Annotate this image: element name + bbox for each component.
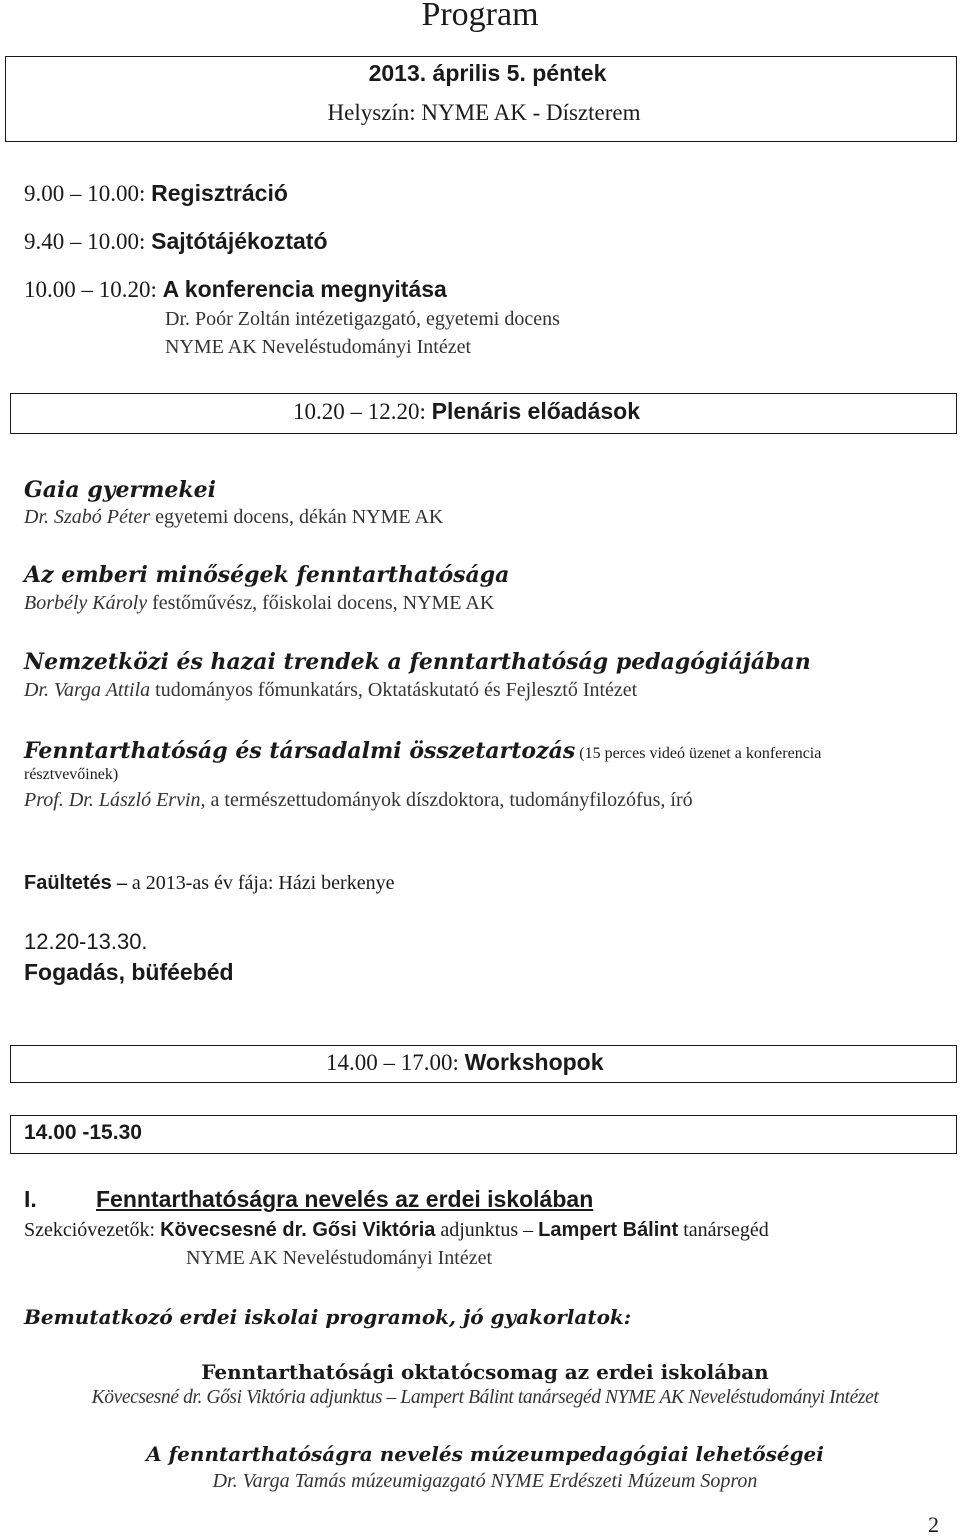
plenary-label: Plenáris előadások (431, 398, 641, 424)
event-venue: Helyszín: NYME AK - Díszterem (327, 100, 641, 125)
tree-dash: – (111, 872, 132, 894)
workshops-heading (326, 1049, 604, 1076)
talk-note: (15 perces videó üzenet a konferencia (575, 745, 822, 762)
talk-speaker: Prof. Dr. László Ervin, (24, 789, 206, 811)
workshops-time: 14.00 – 17.00: (326, 1050, 459, 1075)
section-leaders (24, 1219, 769, 1242)
talk-title: Az emberi minőségek fenntarthatósága (24, 562, 510, 588)
schedule-label: Sajtótájékoztató (151, 228, 328, 254)
workshop-session-time: 14.00 -15.30 (24, 1121, 142, 1144)
talk-title: Gaia gyermekei (24, 477, 216, 503)
schedule-row (24, 276, 447, 303)
talk-role: egyetemi docens, dékán NYME AK (150, 506, 444, 528)
tree-label: Faültetés (24, 872, 112, 894)
schedule-label: A konferencia megnyitása (162, 276, 447, 302)
leader-name: Kövecsesné dr. Gősi Viktória (160, 1219, 436, 1241)
schedule-time: 9.40 – 10.00: (24, 229, 146, 254)
leader-role: tanársegéd (678, 1219, 769, 1241)
workshop-session-box (10, 1115, 957, 1154)
schedule-time: 9.00 – 10.00: (24, 181, 146, 206)
schedule-row (24, 180, 288, 207)
talk-speaker-line (24, 789, 693, 812)
talk-role: tudományos főmunkatárs, Oktatáskutató és Fejlesztő Intézet (150, 679, 638, 701)
page-title (0, 0, 960, 34)
section-title: Fenntarthatóságra nevelés az erdei iskolában (96, 1186, 594, 1212)
talk-speaker-line (24, 592, 494, 615)
plenary-heading (293, 398, 640, 425)
program-byline: Kövecsesné dr. Gősi Viktória adjunktus – Lampert Bálint tanársegéd NYME AK Neveléstudományi Intézet (91, 1387, 879, 1408)
plenary-time: 10.20 – 12.20: (293, 399, 426, 424)
talk-speaker: Borbély Károly (24, 592, 148, 614)
talk-title: Fenntarthatóság és társadalmi összetartozás (24, 738, 576, 764)
section-number: I. (24, 1186, 37, 1212)
talk-title: Nemzetközi és hazai trendek a fenntarthatóság pedagógiájában (24, 649, 811, 675)
leader-name: Lampert Bálint (538, 1219, 679, 1241)
programs-heading: Bemutatkozó erdei iskolai programok, jó gyakorlatok: (24, 1305, 632, 1329)
leaders-prefix: Szekcióvezetők: (24, 1219, 161, 1241)
opening-speaker: Dr. Poór Zoltán intézetigazgató, egyetemi docens (165, 308, 560, 330)
program-byline: Dr. Varga Tamás múzeumigazgató NYME Erdészeti Múzeum Sopron (212, 1470, 758, 1492)
schedule-label: Regisztráció (151, 180, 288, 206)
tree-text: a 2013-as év fája: Házi berkenye (131, 872, 395, 894)
talk-speaker: Dr. Szabó Péter (24, 506, 151, 528)
talk-title-line (24, 738, 821, 764)
reception-label: Fogadás, büféebéd (24, 959, 234, 985)
talk-role: a természettudományok díszdoktora, tudományfilozófus, író (205, 789, 693, 811)
schedule-time: 10.00 – 10.20: (24, 277, 157, 302)
tree-planting (24, 872, 394, 895)
page-number: 2 (928, 1512, 939, 1537)
talk-speaker-line (24, 506, 443, 529)
program-title: A fenntarthatóságra nevelés múzeumpedagógiai lehetőségei (146, 1442, 824, 1466)
leader-role: adjunktus – (435, 1219, 539, 1241)
talk-speaker: Dr. Varga Attila (24, 679, 151, 701)
opening-institute: NYME AK Neveléstudományi Intézet (165, 336, 472, 358)
workshops-label: Workshopok (464, 1049, 604, 1075)
event-date: 2013. április 5. péntek (368, 60, 607, 86)
title-text: Program (421, 0, 539, 33)
schedule-row (24, 228, 328, 255)
section-institute: NYME AK Neveléstudományi Intézet (186, 1247, 493, 1269)
talk-role: festőművész, főiskolai docens, NYME AK (147, 592, 495, 614)
program-title: Fenntarthatósági oktatócsomag az erdei iskolában (201, 1360, 769, 1384)
talk-speaker-line (24, 679, 637, 702)
talk-note-cont: résztvevőinek) (24, 766, 119, 783)
reception-time: 12.20-13.30. (24, 929, 148, 954)
